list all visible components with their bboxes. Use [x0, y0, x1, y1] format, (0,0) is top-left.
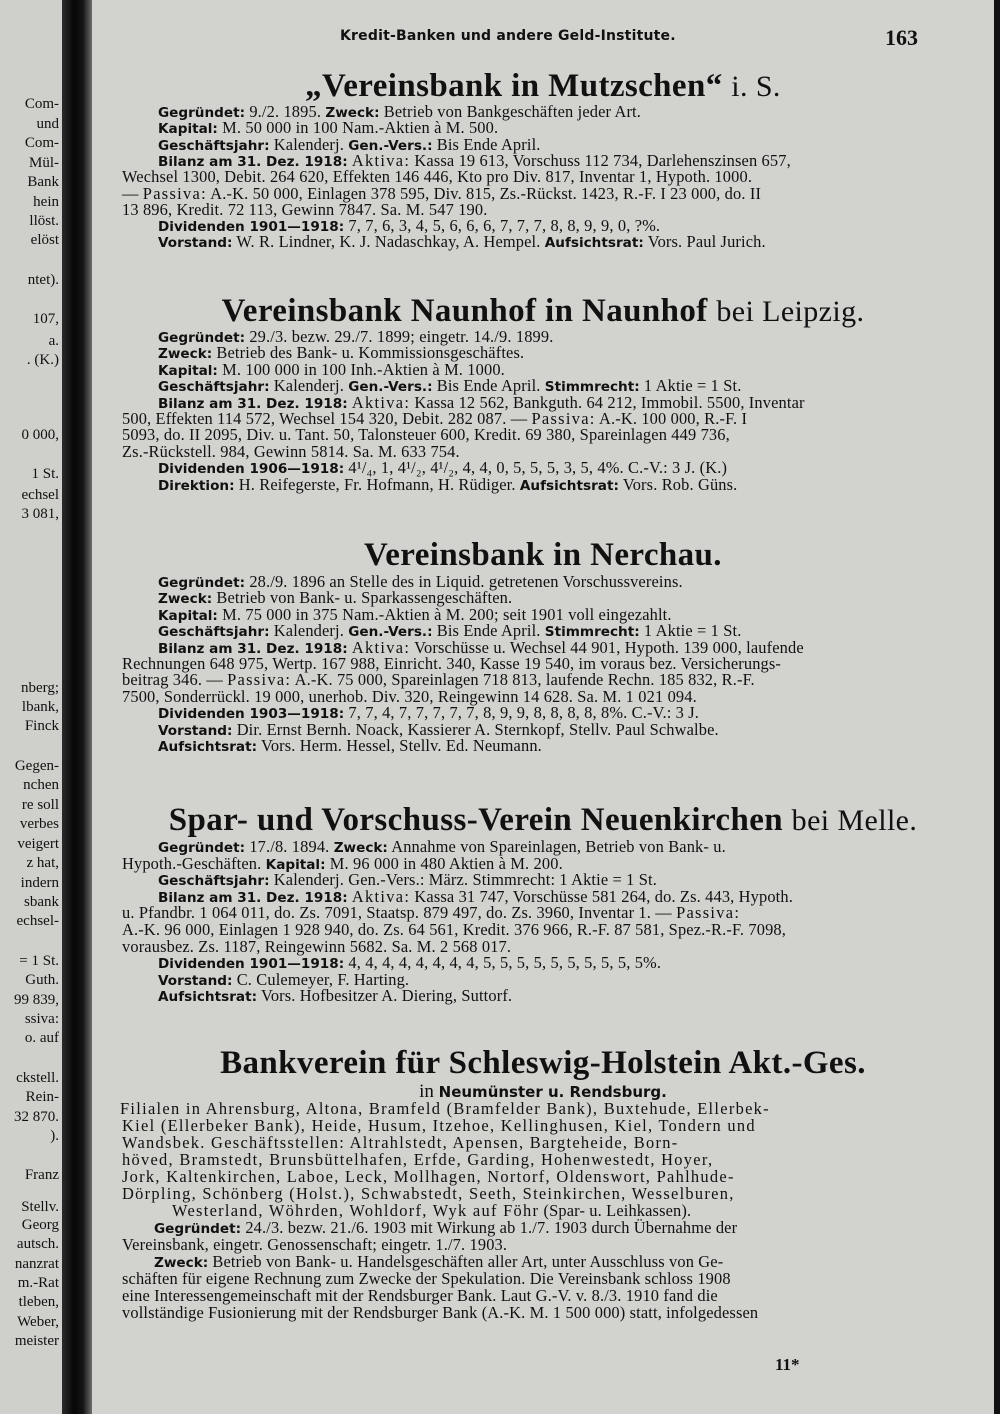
field-label: Geschäftsjahr: [158, 137, 270, 154]
field-spaced: Filialen in Ahrensburg, Altona, Bramfeld (Bramfelder Bank), Buxtehude, Ellerbek- [120, 1099, 770, 1118]
margin-fragment: . (K.) [26, 352, 59, 368]
field-value: Kassa 19 613, Vorschuss 112 734, Darlehenszinsen 657, [414, 150, 791, 170]
field-spaced: Passiva: [676, 903, 741, 923]
field-value: schäften für eigene Rechnung zum Zwecke der Spekulation. Die Vereinsbank schloss 1908 [122, 1269, 731, 1288]
entry-line [158, 233, 924, 252]
field-value: A.-K. 75 000, Spareinlagen 718 813, laufende Rechn. 185 832, R.-F. [291, 670, 755, 690]
field-label: Gegründet: [154, 1221, 242, 1237]
field-spaced: Aktiva: [351, 637, 411, 657]
margin-fragment: 0 000, [21, 427, 59, 443]
margin-fragment: ckstell. [16, 1070, 59, 1086]
field-label: Dividenden 1901—1918: [158, 956, 345, 973]
field-label: Zweck: [158, 591, 213, 608]
field-spaced: Aktiva: [351, 886, 411, 906]
field-value: Kassa 12 562, Bankguth. 64 212, Immobil. 5500, Inventar [414, 392, 805, 412]
field-value: 1 Aktie = 1 St. [643, 621, 742, 641]
field-value: 28./9. 1896 an Stelle des in Liquid. getretenen Vorschussvereins. [249, 572, 683, 591]
margin-fragment: und [36, 116, 59, 132]
margin-fragment: 32 870. [14, 1109, 59, 1125]
margin-fragment: Rein- [25, 1089, 59, 1105]
field-value: M. 100 000 in 100 Inh.-Aktien à M. 1000. [222, 359, 505, 379]
field-label: Aufsichtsrat: [158, 739, 257, 755]
field-label: Geschäftsjahr: [158, 624, 270, 641]
margin-fragment: Bank [27, 174, 59, 190]
margin-fragment: Com- [24, 135, 59, 151]
field-value: M. 50 000 in 100 Nam.-Aktien à M. 500. [222, 118, 499, 138]
field-label: Bilanz am 31. Dez. 1918: [158, 395, 348, 412]
field-spaced: höved, Bramstedt, Brunsbüttelhafen, Erfde, Garding, Hohenwestedt, Hoyer, [122, 1150, 714, 1169]
field-value: (Spar- u. Leihkassen). [543, 1201, 692, 1220]
margin-fragment: m.-Rat [17, 1275, 59, 1291]
margin-fragment: ). [50, 1128, 59, 1144]
margin-fragment: Mül- [29, 155, 59, 171]
margin-fragment: ssiva: [24, 1011, 59, 1027]
field-value: M. 96 000 in 480 Aktien à M. 200. [329, 853, 563, 873]
field-label: Aufsichtsrat: [519, 477, 619, 494]
field-value: Kalenderj. [273, 621, 344, 641]
margin-fragment: re soll [21, 797, 59, 813]
field-spaced: Passiva: [531, 409, 596, 428]
field-value: 500, Effekten 114 572, Wechsel 154 320, Debit. 282 087. — [122, 409, 528, 428]
margin-fragment: echsel [21, 487, 59, 503]
field-value: Zs.-Rückstell. 984, Gewinn 5814. Sa. M. 633 754. [122, 441, 460, 461]
field-value: vorausbez. Zs. 1187, Reingewinn 5682. Sa. M. 2 568 017. [122, 936, 512, 956]
running-head-title: Kredit-Banken und andere Geld-Institute. [340, 28, 676, 44]
margin-fragment: llöst. [29, 213, 59, 229]
field-value: Bis Ende April. [436, 134, 541, 154]
field-label: Kapital: [158, 121, 218, 138]
field-label: Gegründet: [158, 330, 246, 346]
margin-fragment: Georg [21, 1217, 59, 1233]
field-label: Gen.-Vers.: [348, 624, 433, 641]
field-value: Vors. Paul Jurich. [647, 232, 766, 252]
book-gutter [62, 0, 92, 1414]
margin-fragment: Guth. [25, 972, 59, 988]
field-label: Zweck: [154, 1255, 209, 1271]
margin-fragment: autsch. [16, 1236, 59, 1252]
entry-line [158, 737, 924, 756]
field-value: Bis Ende April. [436, 376, 541, 396]
field-value: 4, 4, 4, 4, 4, 4, 4, 4, 5, 5, 5, 5, 5, 5, 5, 5, 5, 5%. [348, 953, 662, 973]
field-value: Betrieb von Bank- u. Handelsgeschäften aller Art, unter Ausschluss von Ge- [212, 1252, 724, 1271]
page-edge [994, 0, 1000, 1414]
field-value: Kalenderj. [273, 376, 344, 396]
field-value: Vors. Herm. Hessel, Stellv. Ed. Neumann. [260, 736, 542, 755]
field-label: Bilanz am 31. Dez. 1918: [158, 640, 348, 657]
page-number: 163 [885, 25, 918, 50]
entry-title-mutzschen: „Vereinsbank in Mutzschen“ i. S. [305, 68, 781, 104]
field-label: Geschäftsjahr: [158, 873, 270, 890]
field-label: Direktion: [158, 477, 235, 494]
running-head [92, 25, 994, 52]
field-value: Kalenderj. Gen.-Vers.: März. Stimmrecht: 1 Aktie = 1 St. [273, 870, 657, 890]
margin-fragment: nberg; [20, 680, 59, 696]
margin-fragment: verbes [19, 816, 59, 832]
entry-subtitle-bankverein: in Neumünster u. Rendsburg. [419, 1081, 667, 1102]
margin-fragment: Franz [24, 1167, 59, 1183]
margin-fragment: nchen [23, 777, 59, 793]
field-label: Vorstand: [158, 235, 233, 252]
field-label: Zweck: [325, 105, 380, 121]
field-value: Betrieb von Bankgeschäften jeder Art. [383, 102, 642, 121]
field-spaced: Dörpling, Schönberg (Holst.), Schwabstedt, Seeth, Steinkirchen, Wesselburen, [122, 1184, 735, 1203]
margin-fragment: tleben, [18, 1294, 59, 1310]
field-value: M. 75 000 in 375 Nam.-Aktien à M. 200; seit 1901 voll eingezahlt. [222, 604, 672, 624]
entry-title-neuenkirchen: Spar- und Vorschuss-Verein Neuenkirchen bei Melle. [168, 802, 918, 838]
field-value: W. R. Lindner, K. J. Nadaschkay, A. Hempel. [236, 232, 541, 252]
field-value: 13 896, Kredit. 72 113, Gewinn 7847. Sa. M. 547 190. [122, 199, 488, 219]
margin-fragment: lbank, [21, 699, 59, 715]
field-value: 17./8. 1894. [249, 837, 330, 856]
margin-fragment: nanzrat [14, 1256, 59, 1272]
field-label: Stimmrecht: [544, 624, 640, 641]
field-value: u. Pfandbr. 1 064 011, do. Zs. 7091, Staatsp. 879 497, do. Zs. 3960, Inventar 1. — [122, 903, 677, 923]
field-value: Kassa 31 747, Vorschüsse 581 264, do. Zs. 443, Hypoth. [414, 886, 793, 906]
field-label: Gen.-Vers.: [348, 137, 433, 154]
field-value: beitrag 346. — [122, 670, 223, 690]
field-label: Kapital: [265, 856, 326, 873]
field-label: Dividenden 1903—1918: [158, 706, 345, 723]
field-value: vollständige Fusionierung mit der Rendsburger Bank (A.-K. M. 1 500 000) statt, infolgedessen [122, 1303, 759, 1322]
margin-fragment: 99 839, [14, 992, 59, 1008]
margin-fragment: ntet). [27, 272, 59, 288]
field-value: H. Reifegerste, Fr. Hofmann, H. Rüdiger. [238, 474, 516, 494]
field-value: 4¹/₄, 1, 4¹/₂, 4¹/₂, 4, 4, 0, 5, 5, 5, 3, 5, 4%. C.-V.: 3 J. (K.) [348, 458, 728, 478]
margin-fragment: Finck [24, 718, 59, 734]
field-value: A.-K. 100 000, R.-F. I [595, 409, 748, 428]
adjacent-page-strip [0, 0, 62, 1414]
field-spaced: Passiva: [142, 183, 207, 203]
field-value: eine Interessengemeinschaft mit der Rendsburger Bank. Laut G.-V. v. 8./3. 1910 fand die [122, 1286, 718, 1305]
field-value: Dir. Ernst Bernh. Noack, Kassierer A. Sternkopf, Stellv. Paul Schwalbe. [236, 719, 719, 739]
field-label: Gegründet: [158, 105, 246, 121]
field-value: 29./3. bezw. 29./7. 1899; eingetr. 14./9. 1899. [249, 327, 554, 346]
margin-fragment: meister [14, 1333, 59, 1349]
field-value: Betrieb von Bank- u. Sparkassengeschäften. [216, 588, 513, 608]
field-label: Dividenden 1906—1918: [158, 461, 345, 478]
margin-fragment: Gegen- [14, 758, 59, 774]
field-label: Aufsichtsrat: [544, 235, 644, 252]
entry-title-naunhof: Vereinsbank Naunhof in Naunhof bei Leipzig. [221, 293, 865, 329]
entry-title-nerchau: Vereinsbank in Nerchau. [364, 537, 722, 573]
field-label: Geschäftsjahr: [158, 379, 270, 396]
field-label: Kapital: [158, 607, 218, 624]
field-value: Vorschüsse u. Wechsel 44 901, Hypoth. 139 000, laufende [414, 637, 804, 657]
margin-fragment: Weber, [17, 1314, 59, 1330]
margin-fragment: Stellv. [21, 1199, 59, 1215]
margin-fragment: 107, [32, 311, 59, 327]
field-value: 1 Aktie = 1 St. [643, 376, 742, 396]
field-value: Vereinsbank, eingetr. Genossenschaft; eingetr. 1./7. 1903. [122, 1235, 508, 1254]
entry-line [158, 987, 924, 1006]
entry-title-bankverein: Bankverein für Schleswig-Holstein Akt.-Ges. [220, 1045, 866, 1081]
field-value: 7, 7, 6, 3, 4, 5, 6, 6, 6, 7, 7, 7, 8, 8, 9, 9, 0, ?%. [348, 216, 661, 236]
entry-line [122, 1304, 924, 1322]
field-label: Bilanz am 31. Dez. 1918: [158, 153, 348, 170]
field-label: Gegründet: [158, 575, 246, 591]
margin-fragment: = 1 St. [19, 953, 59, 969]
field-label: Zweck: [333, 840, 388, 856]
margin-fragment: 3 081, [21, 506, 59, 522]
margin-fragment: elöst [30, 232, 59, 248]
field-value: A.-K. 50 000, Einlagen 378 595, Div. 815, Zs.-Rückst. 1423, R.-F. I 23 000, do. II [206, 183, 762, 203]
field-label: Zweck: [158, 346, 213, 363]
field-spaced: Aktiva: [351, 150, 411, 170]
field-label: Vorstand: [158, 972, 233, 989]
field-label: Bilanz am 31. Dez. 1918: [158, 889, 348, 906]
field-label: Gen.-Vers.: [348, 379, 433, 396]
field-label: Kapital: [158, 362, 218, 379]
field-label: Gegründet: [158, 840, 246, 856]
field-value: Hypoth.-Geschäften. [122, 853, 262, 873]
field-value: 5093, do. II 2095, Div. u. Tant. 50, Talonsteuer 600, Kredit. 69 380, Spareinlagen 449 736, [122, 425, 730, 445]
field-label: Aufsichtsrat: [158, 989, 257, 1006]
signature-mark: 11* [775, 1355, 800, 1374]
field-value: C. Culemeyer, F. Harting. [236, 969, 410, 989]
field-value: Kalenderj. [273, 134, 344, 154]
field-value: Annahme von Spareinlagen, Betrieb von Bank- u. [391, 837, 726, 856]
field-value: Wechsel 1300, Debit. 264 620, Effekten 146 446, Kto pro Div. 817, Inventar 1, Hypoth. 1000. [122, 167, 753, 187]
field-value: Rechnungen 648 975, Wertp. 167 988, Einricht. 340, Kasse 19 540, im voraus bez. Versicherungs- [122, 654, 782, 673]
field-label: Stimmrecht: [544, 379, 640, 396]
margin-fragment: veigert [17, 836, 59, 852]
margin-fragment: indern [20, 875, 59, 891]
field-spaced: Kiel (Ellerbeker Bank), Heide, Husum, Itzehoe, Kellinghusen, Kiel, Tondern und [122, 1116, 756, 1135]
field-value: 7500, Sonderrückl. 19 000, unerhob. Div. 320, Reingewinn 14 628. Sa. M. 1 021 094. [122, 686, 697, 706]
main-column [92, 0, 994, 1414]
field-label: Vorstand: [158, 722, 233, 739]
field-label: Dividenden 1901—1918: [158, 219, 345, 236]
margin-fragment: z hat, [26, 855, 59, 871]
field-value: — [122, 183, 139, 203]
field-spaced: Jork, Kaltenkirchen, Laboe, Leck, Mollhagen, Nortorf, Oldenswort, Pahlhude- [122, 1167, 735, 1186]
margin-fragment: o. auf [24, 1030, 59, 1046]
field-value: 9./2. 1895. [249, 102, 322, 121]
field-spaced: Aktiva: [351, 392, 411, 412]
field-value: Vors. Rob. Güns. [622, 474, 738, 494]
margin-fragment: 1 St. [31, 466, 59, 482]
margin-fragment: a. [48, 333, 59, 349]
margin-fragment: hein [33, 194, 59, 210]
margin-fragment: echsel- [16, 913, 59, 929]
entry-line [158, 476, 924, 495]
field-spaced: Wandsbek. Geschäftsstellen: Altrahlstedt, Apensen, Bargteheide, Born- [122, 1133, 679, 1152]
field-value: Vors. Hofbesitzer A. Diering, Suttorf. [260, 986, 513, 1006]
field-value: A.-K. 96 000, Einlagen 1 928 940, do. Zs. 64 561, Kredit. 376 966, R.-F. 87 581, Spez.-R.-F. 7098, [122, 920, 787, 939]
field-value: 24./3. bezw. 21./6. 1903 mit Wirkung ab 1./7. 1903 durch Übernahme der [245, 1218, 738, 1237]
field-spaced: Westerland, Wöhrden, Wohldorf, Wyk auf Föhr [172, 1201, 540, 1220]
field-value: 7, 7, 4, 7, 7, 7, 7, 7, 8, 9, 9, 8, 8, 8, 8, 8%. C.-V.: 3 J. [348, 703, 700, 723]
margin-fragment: Com- [24, 96, 59, 112]
field-value: Bis Ende April. [436, 621, 541, 641]
field-spaced: Passiva: [227, 670, 292, 690]
field-value: Betrieb des Bank- u. Kommissionsgeschäftes. [216, 343, 525, 363]
margin-fragment: sbank [24, 894, 59, 910]
